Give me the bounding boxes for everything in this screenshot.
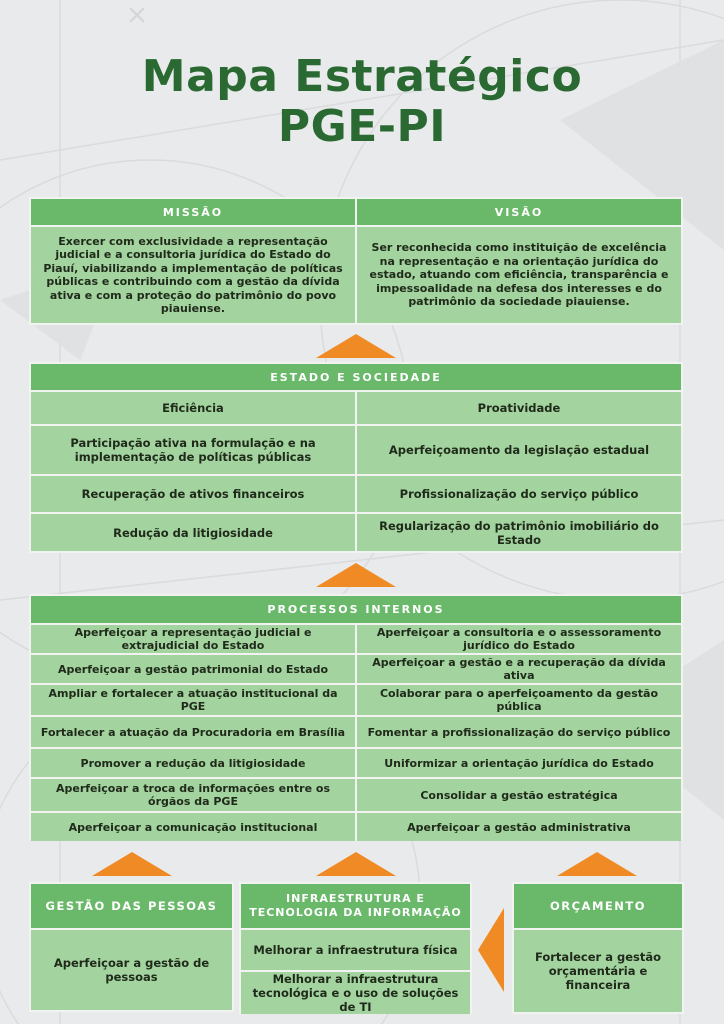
objective-cell: Aperfeiçoar a comunicação institucional <box>31 813 355 841</box>
infraestrutura-panel <box>239 882 472 1014</box>
objective-cell: Eficiência <box>31 392 355 424</box>
arrow-up-icon <box>557 852 637 876</box>
gestao-pessoas-heading: GESTÃO DAS PESSOAS <box>31 884 232 928</box>
arrow-up-icon <box>316 563 396 587</box>
arrow-left-icon <box>478 908 504 992</box>
processos-internos-panel <box>29 594 683 840</box>
gestao-pessoas-panel <box>29 882 234 1012</box>
objective-cell: Regularização do patrimônio imobiliário do Estado <box>357 514 681 551</box>
estado-sociedade-heading: ESTADO E SOCIEDADE <box>31 364 681 390</box>
objective-cell: Profissionalização do serviço público <box>357 476 681 512</box>
objective-cell: Uniformizar a orientação jurídica do Estado <box>357 749 681 777</box>
objective-cell: Aperfeiçoar a gestão e a recuperação da dívida ativa <box>357 655 681 683</box>
objective-cell: Fortalecer a gestão orçamentária e financeira <box>514 930 682 1012</box>
objective-cell: Aperfeiçoar a consultoria e o assessoramento jurídico do Estado <box>357 625 681 653</box>
visao-heading: VISÃO <box>357 199 681 225</box>
objective-cell: Aperfeiçoar a gestão patrimonial do Estado <box>31 655 355 683</box>
processos-internos-heading: PROCESSOS INTERNOS <box>31 596 681 623</box>
infraestrutura-heading: INFRAESTRUTURA E TECNOLOGIA DA INFORMAÇÃO <box>241 884 470 928</box>
objective-cell: Recuperação de ativos financeiros <box>31 476 355 512</box>
title-line-1: Mapa Estratégico <box>141 51 583 102</box>
objective-cell: Redução da litigiosidade <box>31 514 355 551</box>
arrow-up-icon <box>316 852 396 876</box>
objective-cell: Colaborar para o aperfeiçoamento da gestão pública <box>357 685 681 715</box>
arrow-up-icon <box>316 334 396 358</box>
orcamento-panel <box>512 882 684 1014</box>
objective-cell: Fomentar a profissionalização do serviço público <box>357 717 681 747</box>
objective-cell: Melhorar a infraestrutura física <box>241 930 470 970</box>
objective-cell: Participação ativa na formulação e na implementação de políticas públicas <box>31 426 355 474</box>
missao-visao-panel <box>29 197 683 325</box>
arrow-up-icon <box>92 852 172 876</box>
objective-cell: Aperfeiçoar a gestão de pessoas <box>31 930 232 1010</box>
estado-sociedade-panel <box>29 362 683 553</box>
objective-cell: Aperfeiçoamento da legislação estadual <box>357 426 681 474</box>
missao-text: Exercer com exclusividade a representação judicial e a consultoria jurídica do Estado do Piauí, viabilizando a implementação de políticas públicas e contribuindo com a gestão da dívida ativa e com a proteção do patrimônio do povo piauiense. <box>31 227 355 323</box>
objective-cell: Melhorar a infraestrutura tecnológica e o uso de soluções de TI <box>241 972 470 1014</box>
objective-cell: Aperfeiçoar a representação judicial e extrajudicial do Estado <box>31 625 355 653</box>
objective-cell: Aperfeiçoar a gestão administrativa <box>357 813 681 841</box>
orcamento-heading: ORÇAMENTO <box>514 884 682 928</box>
title-line-2: PGE-PI <box>277 101 447 152</box>
objective-cell: Promover a redução da litigiosidade <box>31 749 355 777</box>
objective-cell: Fortalecer a atuação da Procuradoria em Brasília <box>31 717 355 747</box>
page-title <box>0 52 724 152</box>
missao-heading: MISSÃO <box>31 199 355 225</box>
objective-cell: Proatividade <box>357 392 681 424</box>
objective-cell: Aperfeiçoar a troca de informações entre os órgãos da PGE <box>31 779 355 811</box>
objective-cell: Consolidar a gestão estratégica <box>357 779 681 811</box>
objective-cell: Ampliar e fortalecer a atuação institucional da PGE <box>31 685 355 715</box>
visao-text: Ser reconhecida como instituição de excelência na representação e na orientação jurídica do estado, atuando com eficiência, transparência e impessoalidade na defesa dos interesses e do patrimônio da sociedade piauiense. <box>357 227 681 323</box>
